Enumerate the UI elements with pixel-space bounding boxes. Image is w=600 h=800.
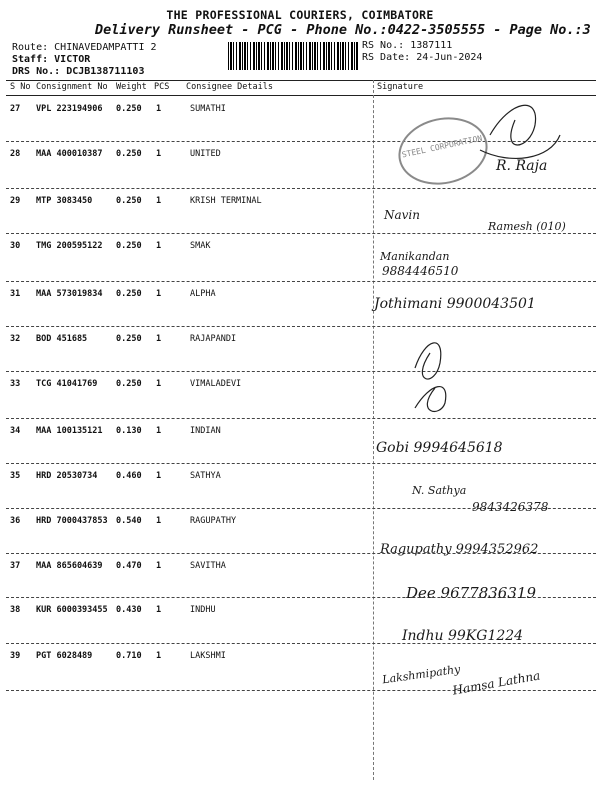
row-consignee: SUMATHI bbox=[190, 104, 226, 114]
row-weight: 0.540 bbox=[116, 516, 142, 526]
row-sno: 32 bbox=[10, 334, 21, 344]
drs-line bbox=[12, 66, 144, 77]
row-consignment: TCG 41041769 bbox=[36, 379, 98, 389]
row-consignment: VPL 223194906 bbox=[36, 104, 103, 114]
row-consignee: RAJAPANDI bbox=[190, 334, 237, 344]
row-sno: 39 bbox=[10, 651, 21, 661]
rs-date-line bbox=[362, 52, 482, 63]
row-sno: 27 bbox=[10, 104, 21, 114]
route-value: CHINAVEDAMPATTI 2 bbox=[54, 42, 157, 53]
row-weight: 0.470 bbox=[116, 561, 142, 571]
company-name: THE PROFESSIONAL COURIERS, COIMBATORE bbox=[166, 8, 434, 22]
row-sno: 34 bbox=[10, 426, 21, 436]
signature-29b: Ramesh (010) bbox=[488, 220, 566, 233]
row-pcs: 1 bbox=[156, 471, 162, 481]
row-consignment: TMG 200595122 bbox=[36, 241, 103, 251]
row-divider bbox=[6, 326, 596, 327]
col-header-sno: S No bbox=[10, 82, 31, 92]
row-divider bbox=[6, 418, 596, 419]
page-title: Delivery Runsheet - PCG - Phone No.:0422-3505555 - Page No.:3 bbox=[95, 22, 591, 38]
row-weight: 0.430 bbox=[116, 605, 142, 615]
signature-38: Indhu 99KG1224 bbox=[402, 628, 524, 644]
row-divider bbox=[6, 233, 596, 234]
row-sno: 38 bbox=[10, 605, 21, 615]
row-consignment: KUR 6000393455 bbox=[36, 605, 108, 615]
rs-date-label: RS Date: bbox=[362, 52, 411, 63]
signature-column-divider bbox=[373, 80, 374, 780]
signature-36: Ragupathy 9994352962 bbox=[380, 542, 539, 557]
row-pcs: 1 bbox=[156, 561, 162, 571]
row-pcs: 1 bbox=[156, 651, 162, 661]
row-weight: 0.710 bbox=[116, 651, 142, 661]
row-pcs: 1 bbox=[156, 605, 162, 615]
col-header-consignment: Consignment No bbox=[36, 82, 108, 92]
stamp-text: STEEL CORPORATION bbox=[401, 133, 484, 160]
row-consignment: MAA 100135121 bbox=[36, 426, 103, 436]
row-divider bbox=[6, 371, 596, 372]
row-pcs: 1 bbox=[156, 334, 162, 344]
row-weight: 0.250 bbox=[116, 379, 142, 389]
row-weight: 0.250 bbox=[116, 104, 142, 114]
row-sno: 36 bbox=[10, 516, 21, 526]
row-consignment: HRD 20530734 bbox=[36, 471, 98, 481]
row-pcs: 1 bbox=[156, 289, 162, 299]
row-consignee: LAKSHMI bbox=[190, 651, 226, 661]
row-weight: 0.250 bbox=[116, 289, 142, 299]
row-consignee: SMAK bbox=[190, 241, 211, 251]
row-pcs: 1 bbox=[156, 104, 162, 114]
drs-value: DCJB138711103 bbox=[66, 66, 145, 77]
signature-37: Dee 9677836319 bbox=[406, 584, 536, 602]
route-label: Route: bbox=[12, 42, 49, 53]
row-consignee: ALPHA bbox=[190, 289, 216, 299]
row-consignee: SAVITHA bbox=[190, 561, 226, 571]
row-sno: 30 bbox=[10, 241, 21, 251]
row-consignee: KRISH TERMINAL bbox=[190, 196, 262, 206]
row-divider bbox=[6, 690, 596, 691]
rs-no-value: 1387111 bbox=[410, 40, 453, 51]
signature-35b: 9843426378 bbox=[472, 500, 549, 514]
signature-29a: Navin bbox=[384, 208, 420, 222]
row-consignee: SATHYA bbox=[190, 471, 221, 481]
row-divider bbox=[6, 281, 596, 282]
row-pcs: 1 bbox=[156, 516, 162, 526]
col-header-weight: Weight bbox=[116, 82, 147, 92]
row-consignment: HRD 7000437853 bbox=[36, 516, 108, 526]
staff-label: Staff: bbox=[12, 54, 49, 65]
header-top-rule bbox=[6, 80, 596, 81]
signature-35a: N. Sathya bbox=[412, 484, 467, 497]
row-consignment: MAA 865604639 bbox=[36, 561, 103, 571]
rs-date-value: 24-Jun-2024 bbox=[416, 52, 483, 63]
row-sno: 29 bbox=[10, 196, 21, 206]
signature-30b: 9884446510 bbox=[382, 264, 459, 278]
row-divider bbox=[6, 188, 596, 189]
row-weight: 0.250 bbox=[116, 334, 142, 344]
row-consignment: MTP 3083450 bbox=[36, 196, 93, 206]
row-consignee: VIMALADEVI bbox=[190, 379, 242, 389]
row-divider bbox=[6, 463, 596, 464]
row-weight: 0.250 bbox=[116, 196, 142, 206]
rs-no-label: RS No.: bbox=[362, 40, 405, 51]
signature-30a: Manikandan bbox=[380, 250, 450, 263]
row-sno: 31 bbox=[10, 289, 21, 299]
row-consignee: INDHU bbox=[190, 605, 216, 615]
staff-line bbox=[12, 54, 90, 65]
rs-no-line bbox=[362, 40, 452, 51]
row-pcs: 1 bbox=[156, 149, 162, 159]
row-weight: 0.130 bbox=[116, 426, 142, 436]
col-header-signature: Signature bbox=[377, 82, 424, 92]
row-sno: 37 bbox=[10, 561, 21, 571]
row-consignment: MAA 400010387 bbox=[36, 149, 103, 159]
signature-28: R. Raja bbox=[496, 158, 548, 174]
drs-label: DRS No.: bbox=[12, 66, 61, 77]
barcode bbox=[228, 42, 358, 70]
row-pcs: 1 bbox=[156, 196, 162, 206]
staff-value: VICTOR bbox=[54, 54, 91, 65]
col-header-consignee: Consignee Details bbox=[186, 82, 273, 92]
row-pcs: 1 bbox=[156, 241, 162, 251]
route-line bbox=[12, 42, 157, 53]
row-pcs: 1 bbox=[156, 426, 162, 436]
signature-39b: Hamsa Lathna bbox=[451, 668, 542, 698]
signature-31: Jothimani 9900043501 bbox=[374, 296, 536, 312]
row-sno: 35 bbox=[10, 471, 21, 481]
signature-39a: Lakshmipathy bbox=[381, 662, 462, 687]
row-weight: 0.460 bbox=[116, 471, 142, 481]
row-consignment: BOD 451685 bbox=[36, 334, 88, 344]
row-sno: 33 bbox=[10, 379, 21, 389]
row-sno: 28 bbox=[10, 149, 21, 159]
row-pcs: 1 bbox=[156, 379, 162, 389]
col-header-pcs: PCS bbox=[154, 82, 170, 92]
row-consignment: MAA 573019834 bbox=[36, 289, 103, 299]
row-consignment: PGT 6028489 bbox=[36, 651, 93, 661]
signature-scribble-27 bbox=[420, 95, 570, 185]
row-weight: 0.250 bbox=[116, 241, 142, 251]
row-weight: 0.250 bbox=[116, 149, 142, 159]
signature-scribble-32-33 bbox=[395, 328, 495, 418]
signature-34: Gobi 9994645618 bbox=[376, 440, 503, 456]
row-consignee: INDIAN bbox=[190, 426, 221, 436]
row-consignee: RAGUPATHY bbox=[190, 516, 237, 526]
row-consignee: UNITED bbox=[190, 149, 221, 159]
